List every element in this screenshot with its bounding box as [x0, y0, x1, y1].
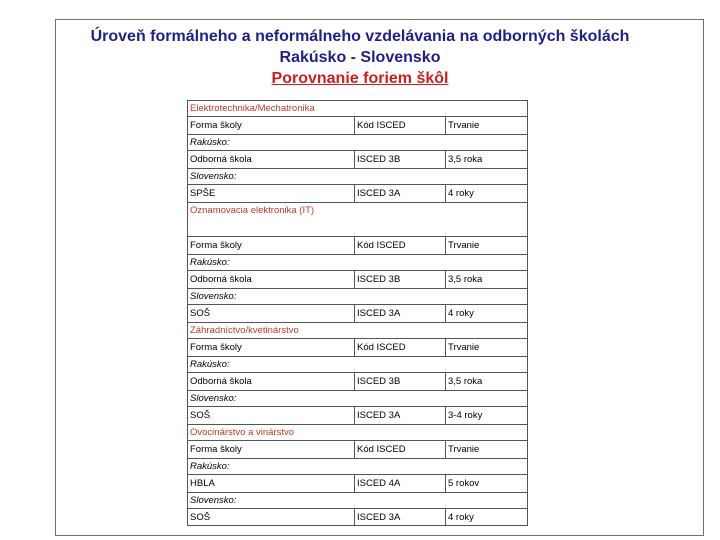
country-label-at: Rakúsko: [187, 458, 528, 474]
section-title: Záhradníctvo/kvetinárstvo [187, 322, 528, 338]
cell-kod: ISCED 3B [355, 271, 446, 288]
cell-kod: ISCED 4A [355, 475, 446, 492]
cell-forma: HBLA [188, 475, 355, 492]
header-trvanie: Trvanie [448, 120, 480, 131]
cell-kod: ISCED 3A [355, 509, 446, 525]
country-label-sk: Slovensko: [187, 492, 528, 508]
cell-forma: SOŠ [188, 509, 355, 525]
cell-kod: ISCED 3B [355, 373, 446, 390]
header-kod: Kód ISCED [355, 237, 446, 254]
table-row [187, 270, 528, 288]
header-forma: Forma školy [188, 117, 355, 134]
country-label-at: Rakúsko: [187, 134, 528, 150]
country-label-at: Rakúsko: [187, 254, 528, 270]
country-label-sk: Slovensko: [187, 288, 528, 304]
cell-forma: SOŠ [188, 305, 355, 322]
header-forma: Forma školy [188, 441, 355, 458]
section-title: Ovocinárstvo a vinárstvo [187, 424, 528, 440]
cell-trvanie: 4 roky [448, 512, 474, 523]
cell-trvanie: 5 rokov [448, 478, 480, 489]
cell-trvanie: 3,5 roka [448, 376, 483, 387]
header-forma: Forma školy [188, 237, 355, 254]
cell-forma: Odborná škola [188, 373, 355, 390]
title-line-3: Porovnanie foriem škôl [271, 70, 449, 87]
title-line-2: Rakúsko - Slovensko [279, 49, 441, 66]
cell-forma: SOŠ [188, 407, 355, 424]
cell-forma: Odborná škola [188, 151, 355, 168]
header-row [187, 236, 528, 254]
country-label-at: Rakúsko: [187, 356, 528, 372]
table-row [187, 150, 528, 168]
cell-trvanie: 3,5 roka [448, 274, 483, 285]
cell-trvanie: 3-4 roky [448, 410, 483, 421]
table-row [187, 184, 528, 202]
section-title: Oznamovacia elektronika (IT) [187, 202, 528, 236]
cell-kod: ISCED 3A [355, 185, 446, 202]
header-row [187, 116, 528, 134]
cell-trvanie: 3,5 roka [448, 154, 483, 165]
country-label-sk: Slovensko: [187, 390, 528, 406]
title-line-1: Úroveň formálneho a neformálneho vzdelávania na odborných školách [90, 28, 630, 45]
header-kod: Kód ISCED [355, 339, 446, 356]
section-title: Elektrotechnika/Mechatronika [187, 100, 528, 116]
cell-forma: Odborná škola [188, 271, 355, 288]
table-row [187, 406, 528, 424]
cell-forma: SPŠE [188, 185, 355, 202]
table-row [187, 508, 528, 526]
cell-trvanie: 4 roky [448, 188, 474, 199]
header-kod: Kód ISCED [355, 117, 446, 134]
header-kod: Kód ISCED [355, 441, 446, 458]
header-row [187, 440, 528, 458]
table-row [187, 474, 528, 492]
header-trvanie: Trvanie [448, 240, 480, 251]
country-label-sk: Slovensko: [187, 168, 528, 184]
cell-kod: ISCED 3A [355, 407, 446, 424]
title-block [0, 26, 720, 89]
comparison-table [187, 100, 528, 526]
header-forma: Forma školy [188, 339, 355, 356]
cell-kod: ISCED 3A [355, 305, 446, 322]
header-trvanie: Trvanie [448, 444, 480, 455]
header-row [187, 338, 528, 356]
cell-kod: ISCED 3B [355, 151, 446, 168]
table-row [187, 372, 528, 390]
header-trvanie: Trvanie [448, 342, 480, 353]
cell-trvanie: 4 roky [448, 308, 474, 319]
table-row [187, 304, 528, 322]
